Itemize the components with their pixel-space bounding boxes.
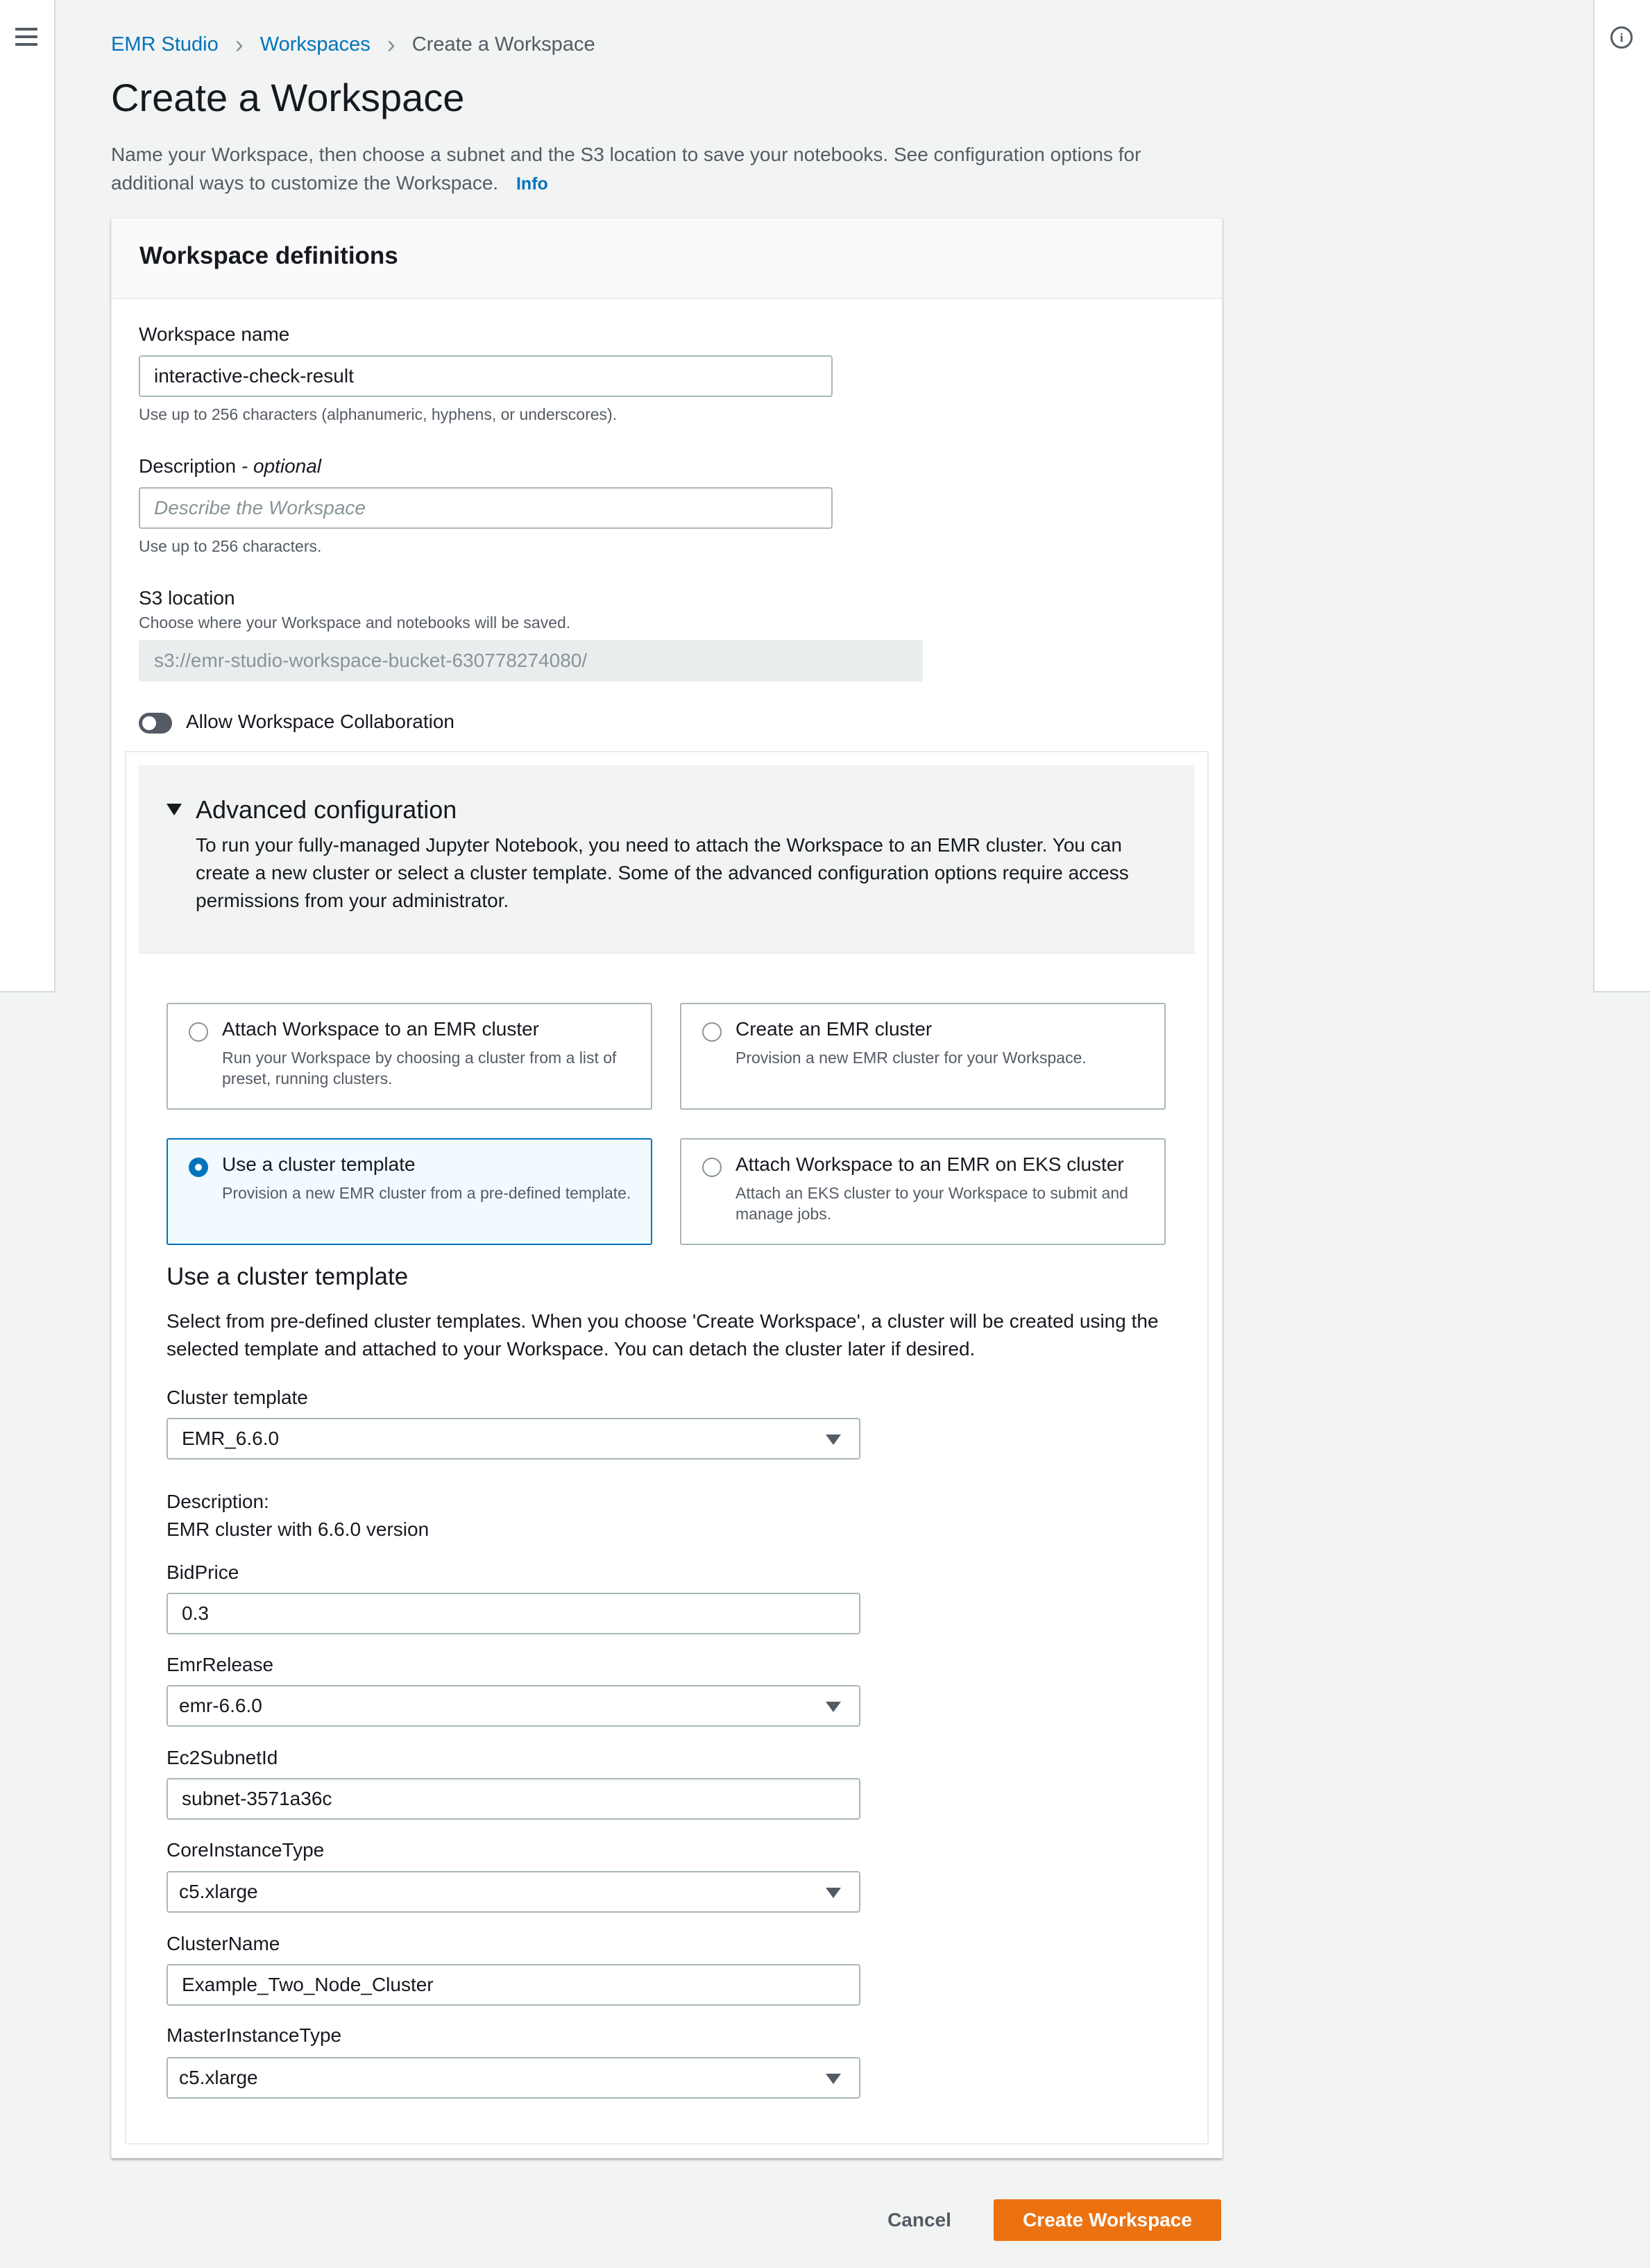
cluster-template-label: Cluster template [167,1387,308,1408]
workspace-name-input[interactable]: interactive-check-result [139,355,833,397]
cluster-name-label: ClusterName [167,1933,280,1954]
intro-text: Name your Workspace, then choose a subnet and the S3 location to save your notebooks. See configuration options for additional ways to customize the Workspace. [111,144,1141,194]
subnet-label: Ec2SubnetId [167,1747,278,1768]
caret-down-icon [826,1435,841,1445]
description-input[interactable]: Describe the Workspace [139,487,833,529]
option-use-cluster-template[interactable] [167,1138,652,1245]
select-value: EMR_6.6.0 [182,1428,280,1449]
option-create-emr-cluster[interactable] [680,1003,1166,1110]
radio-button[interactable] [702,1022,722,1042]
help-panel [1593,0,1650,992]
breadcrumb-workspaces[interactable]: Workspaces [260,33,371,56]
caret-down-icon [826,1888,841,1898]
caret-down-icon[interactable] [167,804,182,815]
card-title: Workspace definitions [139,242,398,269]
option-description: Run your Workspace by choosing a cluster from a list of preset, running clusters. [222,1049,617,1088]
hamburger-menu-icon[interactable] [15,28,37,47]
select-value: emr-6.6.0 [179,1695,262,1716]
cluster-template-section-title: Use a cluster template [167,1263,409,1290]
cluster-template-section-description: Select from pre-defined cluster templates. When you choose 'Create Workspace', a cluster will be created using the selected template and attached to your Workspace. You can detach the cluster later if desired. [167,1310,1159,1360]
s3-location-field: s3://emr-studio-workspace-bucket-630778274080/ [139,640,923,682]
page-description [111,140,1193,198]
option-title: Attach Workspace to an EMR cluster [222,1018,539,1040]
breadcrumb-emr-studio[interactable]: EMR Studio [111,33,219,56]
collaboration-toggle[interactable] [139,713,172,734]
description-label-text: Description [139,455,237,477]
workspace-name-hint: Use up to 256 characters (alphanumeric, hyphens, or underscores). [139,405,618,423]
emr-release-select[interactable] [167,1685,860,1727]
subnet-input[interactable]: subnet-3571a36c [167,1778,860,1820]
template-description-label: Description: [167,1491,269,1512]
card-header [112,219,1222,299]
breadcrumb [111,31,595,58]
info-icon[interactable]: i [1610,26,1633,49]
master-instance-type-label: MasterInstanceType [167,2024,342,2046]
radio-button-selected[interactable] [189,1158,208,1177]
chevron-right-icon: › [235,30,244,58]
description-label [139,455,321,477]
bid-price-input[interactable]: 0.3 [167,1593,860,1634]
optional-suffix: - optional [241,455,322,477]
option-description: Provision a new EMR cluster for your Workspace. [735,1049,1087,1067]
toggle-knob [142,716,156,730]
option-attach-emr-cluster[interactable] [167,1003,652,1110]
s3-location-label: S3 location [139,587,235,609]
radio-button[interactable] [702,1158,722,1177]
core-instance-type-label: CoreInstanceType [167,1839,325,1861]
option-description: Attach an EKS cluster to your Workspace to submit and manage jobs. [735,1184,1128,1223]
cancel-button[interactable]: Cancel [887,2209,951,2231]
core-instance-type-select[interactable] [167,1871,860,1913]
caret-down-icon [826,1702,841,1712]
create-workspace-button[interactable]: Create Workspace [994,2199,1221,2241]
option-title: Use a cluster template [222,1153,416,1175]
advanced-configuration-title[interactable]: Advanced configuration [196,795,457,824]
radio-button[interactable] [189,1022,208,1042]
option-title: Create an EMR cluster [735,1018,933,1040]
advanced-configuration-header [139,765,1195,954]
navigation-panel [0,0,56,992]
caret-down-icon [826,2074,841,2084]
emr-release-label: EmrRelease [167,1654,274,1675]
select-value: c5.xlarge [179,1881,258,1902]
cluster-template-select[interactable] [167,1418,860,1459]
bid-price-label: BidPrice [167,1562,239,1583]
info-link[interactable]: Info [516,174,548,194]
description-hint: Use up to 256 characters. [139,537,322,555]
option-description: Provision a new EMR cluster from a pre-defined template. [222,1184,631,1202]
workspace-name-label: Workspace name [139,323,290,345]
master-instance-type-select[interactable] [167,2057,860,2099]
select-value: c5.xlarge [179,2067,258,2088]
s3-location-hint: Choose where your Workspace and notebooks will be saved. [139,613,571,632]
collaboration-label: Allow Workspace Collaboration [186,711,454,732]
cluster-name-input[interactable]: Example_Two_Node_Cluster [167,1964,860,2006]
breadcrumb-current: Create a Workspace [411,33,595,56]
advanced-configuration-description: To run your fully-managed Jupyter Notebook, you need to attach the Workspace to an EMR cluster. You can create a new cluster or select a cluster template. Some of the advanced configuration options require access permissions from your administrator. [196,834,1129,911]
chevron-right-icon: › [386,30,396,58]
option-attach-emr-on-eks[interactable] [680,1138,1166,1245]
page-title: Create a Workspace [111,76,465,119]
template-description-value: EMR cluster with 6.6.0 version [167,1518,429,1540]
option-title: Attach Workspace to an EMR on EKS cluster [735,1153,1124,1175]
